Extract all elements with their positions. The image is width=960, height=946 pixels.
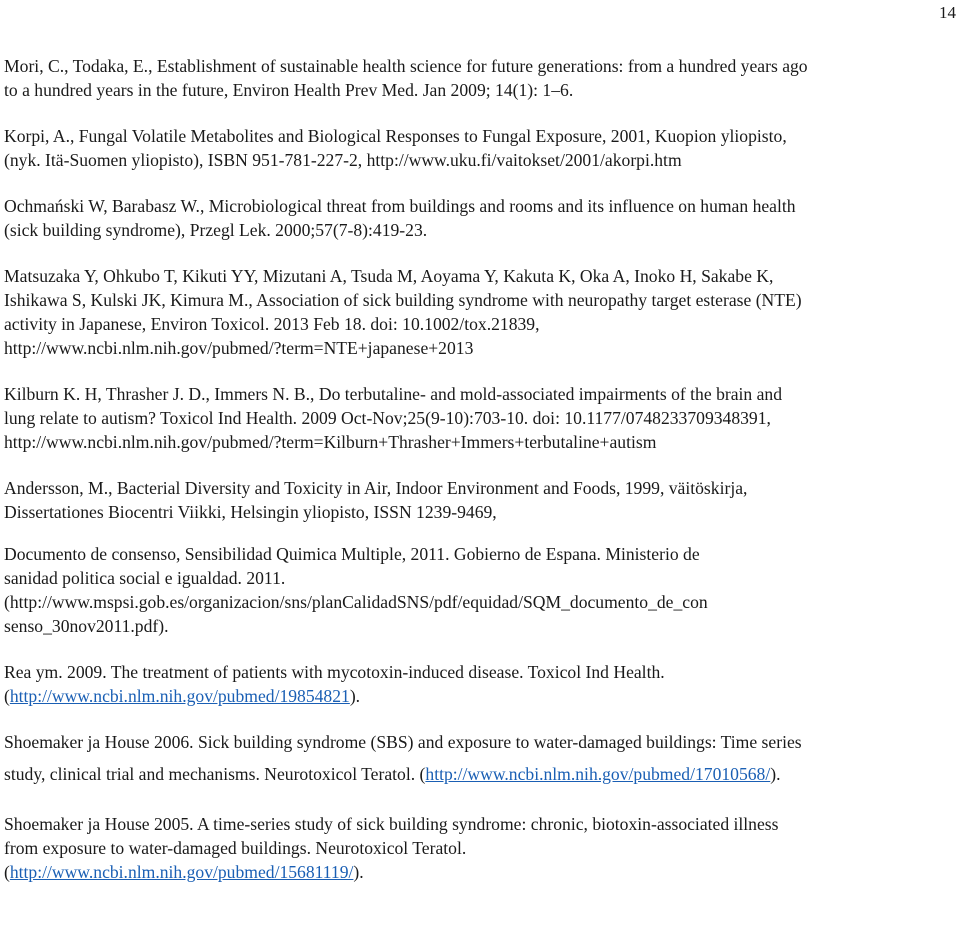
reference-line xyxy=(4,406,956,430)
reference-line xyxy=(4,54,956,78)
reference-line xyxy=(4,194,956,218)
reference-text: (http://www.mspsi.gob.es/organizacion/sns/planCalidadSNS/pdf/equidad/SQM_documento_de_con xyxy=(4,592,708,612)
reference-text: ). xyxy=(770,764,781,784)
reference-line xyxy=(4,614,956,638)
reference-entry xyxy=(4,660,956,708)
reference-entry xyxy=(4,812,956,884)
reference-text: Korpi, A., Fungal Volatile Metabolites and Biological Responses to Fungal Exposure, 2001, Kuopion yliopisto, xyxy=(4,126,787,146)
reference-line xyxy=(4,312,956,336)
reference-text: http://www.ncbi.nlm.nih.gov/pubmed/?term=NTE+japanese+2013 xyxy=(4,338,474,358)
reference-text: study, clinical trial and mechanisms. Neurotoxicol Teratol. ( xyxy=(4,764,426,784)
reference-text: Dissertationes Biocentri Viikki, Helsingin yliopisto, ISSN 1239-9469, xyxy=(4,502,497,522)
reference-text: senso_30nov2011.pdf). xyxy=(4,616,169,636)
reference-entry xyxy=(4,542,956,638)
reference-spacer xyxy=(4,524,956,542)
reference-spacer xyxy=(4,172,956,194)
reference-spacer xyxy=(4,708,956,726)
reference-entry xyxy=(4,54,956,102)
reference-line xyxy=(4,812,956,836)
reference-line xyxy=(4,860,956,884)
reference-link[interactable]: http://www.ncbi.nlm.nih.gov/pubmed/15681119/ xyxy=(9,862,354,882)
reference-line xyxy=(4,500,956,524)
reference-spacer xyxy=(4,360,956,382)
reference-spacer xyxy=(4,638,956,660)
reference-spacer xyxy=(4,454,956,476)
reference-line xyxy=(4,78,956,102)
reference-text: Rea ym. 2009. The treatment of patients with mycotoxin-induced disease. Toxicol Ind Health. xyxy=(4,662,665,682)
reference-text: Mori, C., Todaka, E., Establishment of sustainable health science for future generations: from a hundred years ago xyxy=(4,56,808,76)
reference-entry xyxy=(4,382,956,454)
reference-text: ). xyxy=(353,862,364,882)
reference-text: Andersson, M., Bacterial Diversity and Toxicity in Air, Indoor Environment and Foods, 1999, väitöskirja, xyxy=(4,478,748,498)
reference-text: ( xyxy=(4,862,10,882)
reference-text: Documento de consenso, Sensibilidad Quimica Multiple, 2011. Gobierno de Espana. Ministerio de xyxy=(4,544,700,564)
reference-text: Matsuzaka Y, Ohkubo T, Kikuti YY, Mizutani A, Tsuda M, Aoyama Y, Kakuta K, Oka A, Inoko H, Sakabe K, xyxy=(4,266,774,286)
reference-line xyxy=(4,836,956,860)
reference-line xyxy=(4,148,956,172)
reference-line xyxy=(4,430,956,454)
reference-text: ( xyxy=(4,686,10,706)
reference-spacer xyxy=(4,242,956,264)
reference-text: Kilburn K. H, Thrasher J. D., Immers N. B., Do terbutaline- and mold-associated impairments of the brain and xyxy=(4,384,783,404)
reference-text: activity in Japanese, Environ Toxicol. 2013 Feb 18. doi: 10.1002/tox.21839, xyxy=(4,314,540,334)
reference-text: from exposure to water-damaged buildings. Neurotoxicol Teratol. xyxy=(4,838,467,858)
reference-text: (sick building syndrome), Przegl Lek. 2000;57(7-8):419-23. xyxy=(4,220,428,240)
reference-text: Ishikawa S, Kulski JK, Kimura M., Association of sick building syndrome with neuropathy target esterase (NTE) xyxy=(4,290,802,310)
reference-text: sanidad politica social e igualdad. 2011. xyxy=(4,568,286,588)
reference-list xyxy=(4,54,956,884)
reference-line xyxy=(4,684,956,708)
reference-line xyxy=(4,124,956,148)
reference-link[interactable]: http://www.ncbi.nlm.nih.gov/pubmed/17010568/ xyxy=(425,764,771,784)
reference-line xyxy=(4,264,956,288)
reference-line xyxy=(4,726,956,758)
reference-spacer xyxy=(4,790,956,812)
reference-entry xyxy=(4,124,956,172)
reference-spacer xyxy=(4,102,956,124)
reference-line xyxy=(4,758,956,790)
reference-text: to a hundred years in the future, Environ Health Prev Med. Jan 2009; 14(1): 1–6. xyxy=(4,80,574,100)
reference-line xyxy=(4,288,956,312)
reference-entry xyxy=(4,726,956,790)
reference-text: http://www.ncbi.nlm.nih.gov/pubmed/?term=Kilburn+Thrasher+Immers+terbutaline+autism xyxy=(4,432,657,452)
reference-entry xyxy=(4,264,956,360)
reference-text: Ochmański W, Barabasz W., Microbiological threat from buildings and rooms and its influence on human health xyxy=(4,196,796,216)
reference-line xyxy=(4,542,956,566)
reference-link[interactable]: http://www.ncbi.nlm.nih.gov/pubmed/19854821 xyxy=(9,686,350,706)
reference-line xyxy=(4,476,956,500)
reference-line xyxy=(4,566,956,590)
reference-text: (nyk. Itä-Suomen yliopisto), ISBN 951-781-227-2, http://www.uku.fi/vaitokset/2001/akorpi.htm xyxy=(4,150,682,170)
reference-line xyxy=(4,660,956,684)
reference-entry xyxy=(4,194,956,242)
reference-text: lung relate to autism? Toxicol Ind Health. 2009 Oct-Nov;25(9-10):703-10. doi: 10.1177/0748233709348391, xyxy=(4,408,771,428)
reference-text: ). xyxy=(349,686,361,706)
reference-text: Shoemaker ja House 2005. A time-series study of sick building syndrome: chronic, biotoxin-associated illness xyxy=(4,814,779,834)
reference-line xyxy=(4,336,956,360)
page-number: 14 xyxy=(939,3,956,22)
reference-text: Shoemaker ja House 2006. Sick building syndrome (SBS) and exposure to water-damaged buildings: Time series xyxy=(4,732,802,752)
reference-entry xyxy=(4,476,956,524)
reference-line xyxy=(4,590,956,614)
reference-line xyxy=(4,218,956,242)
reference-line xyxy=(4,382,956,406)
